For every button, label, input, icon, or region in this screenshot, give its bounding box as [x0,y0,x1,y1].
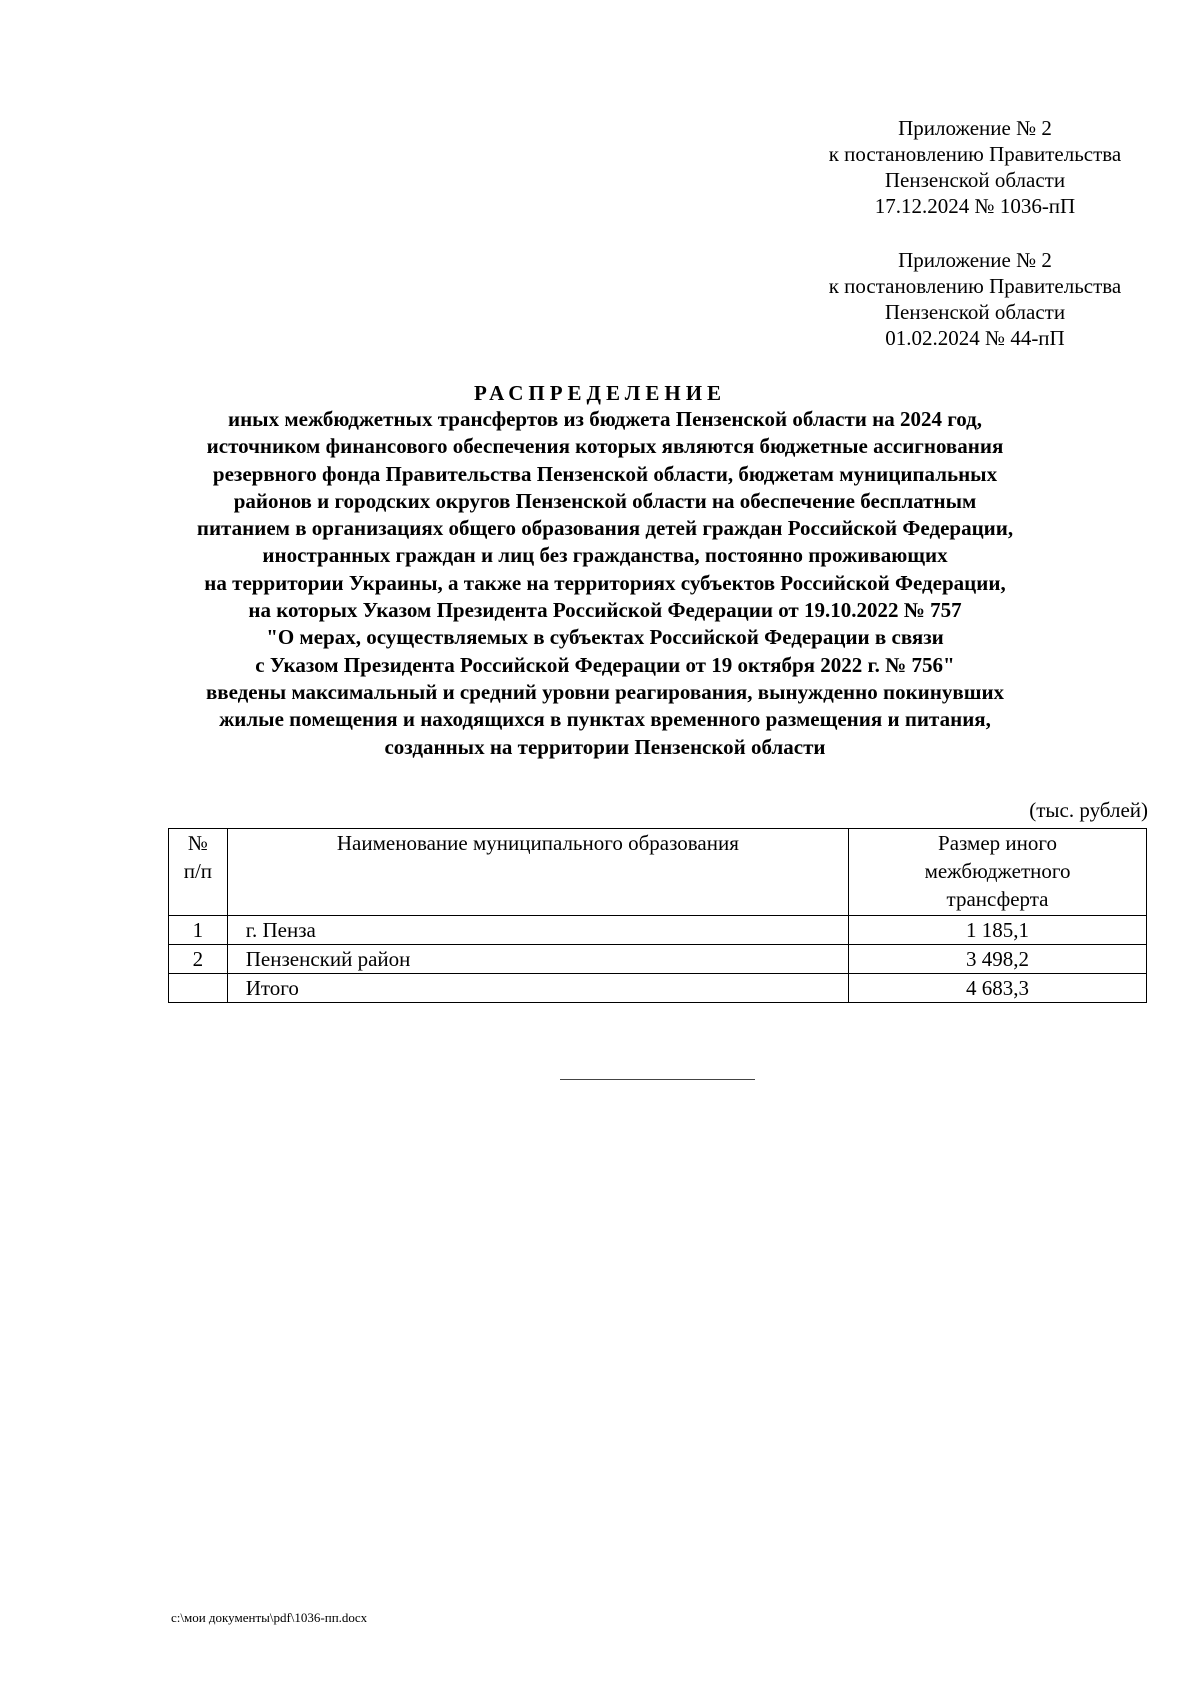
row-number [169,974,228,1003]
row-number: 2 [169,945,228,974]
appendix-date-number: 01.02.2024 № 44-пП [885,326,1065,350]
subtitle-line: иностранных граждан и лиц без гражданства, постоянно проживающих [262,543,948,568]
subtitle-line: жилые помещения и находящихся в пунктах временного размещения и питания, [219,707,991,732]
subtitle-line: районов и городских округов Пензенской области на обеспечение бесплатным [233,488,977,513]
appendix-region: Пензенской области [884,300,1066,324]
appendix-header-current [760,115,1190,219]
subtitle-line: введены максимальный и средний уровни реагирования, вынужденно покинувших [205,679,1005,704]
footer-file-path: c:\мои документы\pdf\1036-пп.docx [171,1610,368,1625]
distribution-table [168,828,1147,1003]
subtitle-line: источником финансового обеспечения которых являются бюджетные ассигнования [206,434,1004,459]
subtitle-line: "О мерах, осуществляемых в субъектах Российской Федерации в связи [266,625,944,650]
subtitle-line: с Указом Президента Российской Федерации от 19 октября 2022 г. № 756" [255,652,955,677]
document-subtitle [150,406,1060,761]
subtitle-line: иных межбюджетных трансфертов из бюджета Пензенской области на 2024 год, [227,407,983,431]
table-header-row [169,829,1147,916]
appendix-region: Пензенской области [884,168,1066,192]
table-row [169,916,1147,945]
header-municipality-name: Наименование муниципального образования [227,829,848,916]
appendix-date-number: 17.12.2024 № 1036-пП [874,194,1076,218]
subtitle-line: питанием в организациях общего образования детей граждан Российской Федерации, [196,516,1014,541]
municipality-name: Пензенский район [227,945,848,974]
transfer-amount: 3 498,2 [849,945,1147,974]
header-row-number [169,829,228,916]
total-label: Итого [227,974,848,1003]
subtitle-line: резервного фонда Правительства Пензенской области, бюджетам муниципальных [212,461,998,486]
subtitle-line: созданных на территории Пензенской области [384,734,826,759]
table-total-row [169,974,1147,1003]
subtitle-line: на территории Украины, а также на территориях субъектов Российской Федерации, [204,570,1006,595]
transfer-amount: 1 185,1 [849,916,1147,945]
appendix-resolution-ref: к постановлению Правительства [828,274,1122,298]
header-amount-line: Размер иного [938,831,1057,855]
header-amount-line: трансферта [946,887,1049,911]
header-transfer-amount [849,829,1147,916]
header-amount-line: межбюджетного [924,859,1071,883]
appendix-resolution-ref: к постановлению Правительства [828,142,1122,166]
appendix-header-original [760,247,1190,351]
total-amount: 4 683,3 [849,974,1147,1003]
subtitle-line: на которых Указом Президента Российской Федерации от 19.10.2022 № 757 [248,598,962,623]
document-title: РАСПРЕДЕЛЕНИЕ [473,381,727,405]
row-number: 1 [169,916,228,945]
units-note: (тыс. рублей) [1029,798,1148,822]
table-row [169,945,1147,974]
appendix-label: Приложение № 2 [898,248,1052,272]
header-num-abbr: п/п [183,859,213,883]
municipality-name: г. Пенза [227,916,848,945]
closing-divider [560,1079,755,1080]
appendix-label: Приложение № 2 [898,116,1052,140]
header-num-symbol: № [187,831,208,855]
